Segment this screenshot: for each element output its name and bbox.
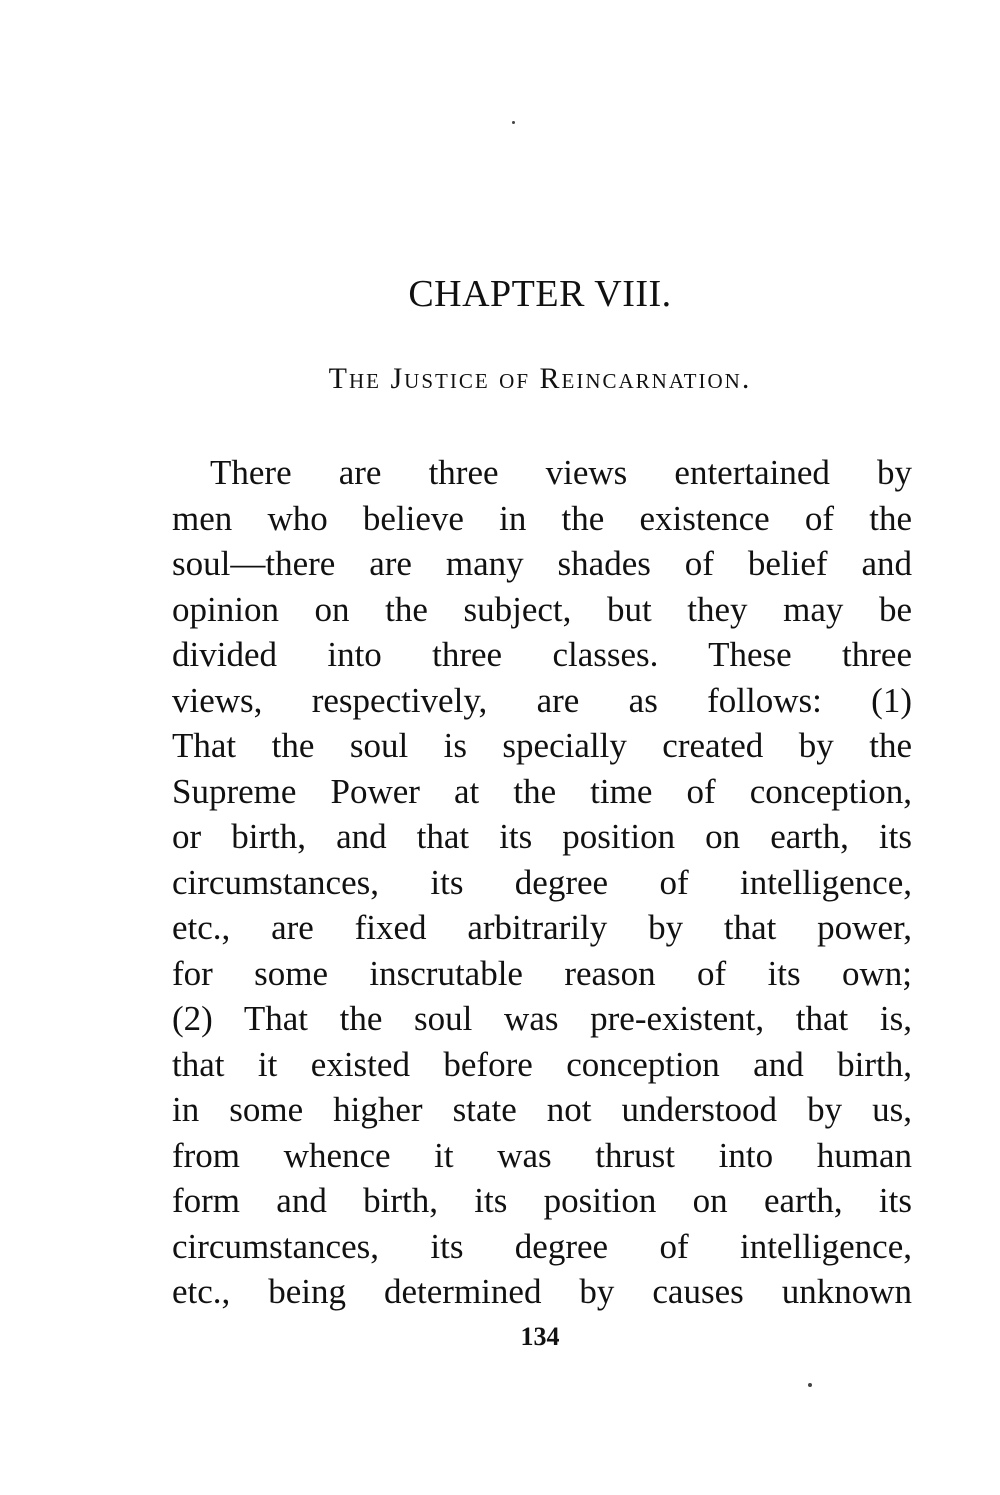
text-line: from whence it was thrust into human [172,1135,912,1175]
chapter-subtitle: The Justice of Reincarnation. [328,362,752,395]
page-number: 134 [520,1322,560,1351]
text-line: men who believe in the existence of the [172,498,912,538]
text-line: circumstances, its degree of intelligence, [172,862,912,902]
print-speck [512,121,515,124]
text-line: That the soul is specially created by the [172,726,912,765]
text-line: that it existed before conception and birth, [172,1044,912,1084]
text-line: for some inscrutable reason of its own; [172,953,912,993]
text-line: divided into three classes. These three [172,635,912,674]
text-line: form and birth, its position on earth, its [172,1181,912,1220]
text-line: Supreme Power at the time of conception, [172,771,912,811]
print-speck [808,1383,812,1387]
text-line: circumstances, its degree of intelligence, [172,1226,912,1266]
text-line: in some higher state not understood by us, [172,1090,912,1129]
text-line: views, respectively, are as follows: (1) [172,680,912,720]
text-line: etc., being determined by causes unknown [172,1272,912,1311]
text-line: soul—there are many shades of belief and [172,544,912,583]
text-line: opinion on the subject, but they may be [172,589,912,629]
body-paragraph [172,450,912,1315]
text-line: (2) That the soul was pre-existent, that is, [172,999,912,1038]
text-line: or birth, and that its position on earth, its [172,817,912,856]
text-line: etc., are fixed arbitrarily by that power, [172,908,912,947]
chapter-title: CHAPTER VIII. [408,273,672,315]
text-line: There are three views entertained by [210,453,912,492]
